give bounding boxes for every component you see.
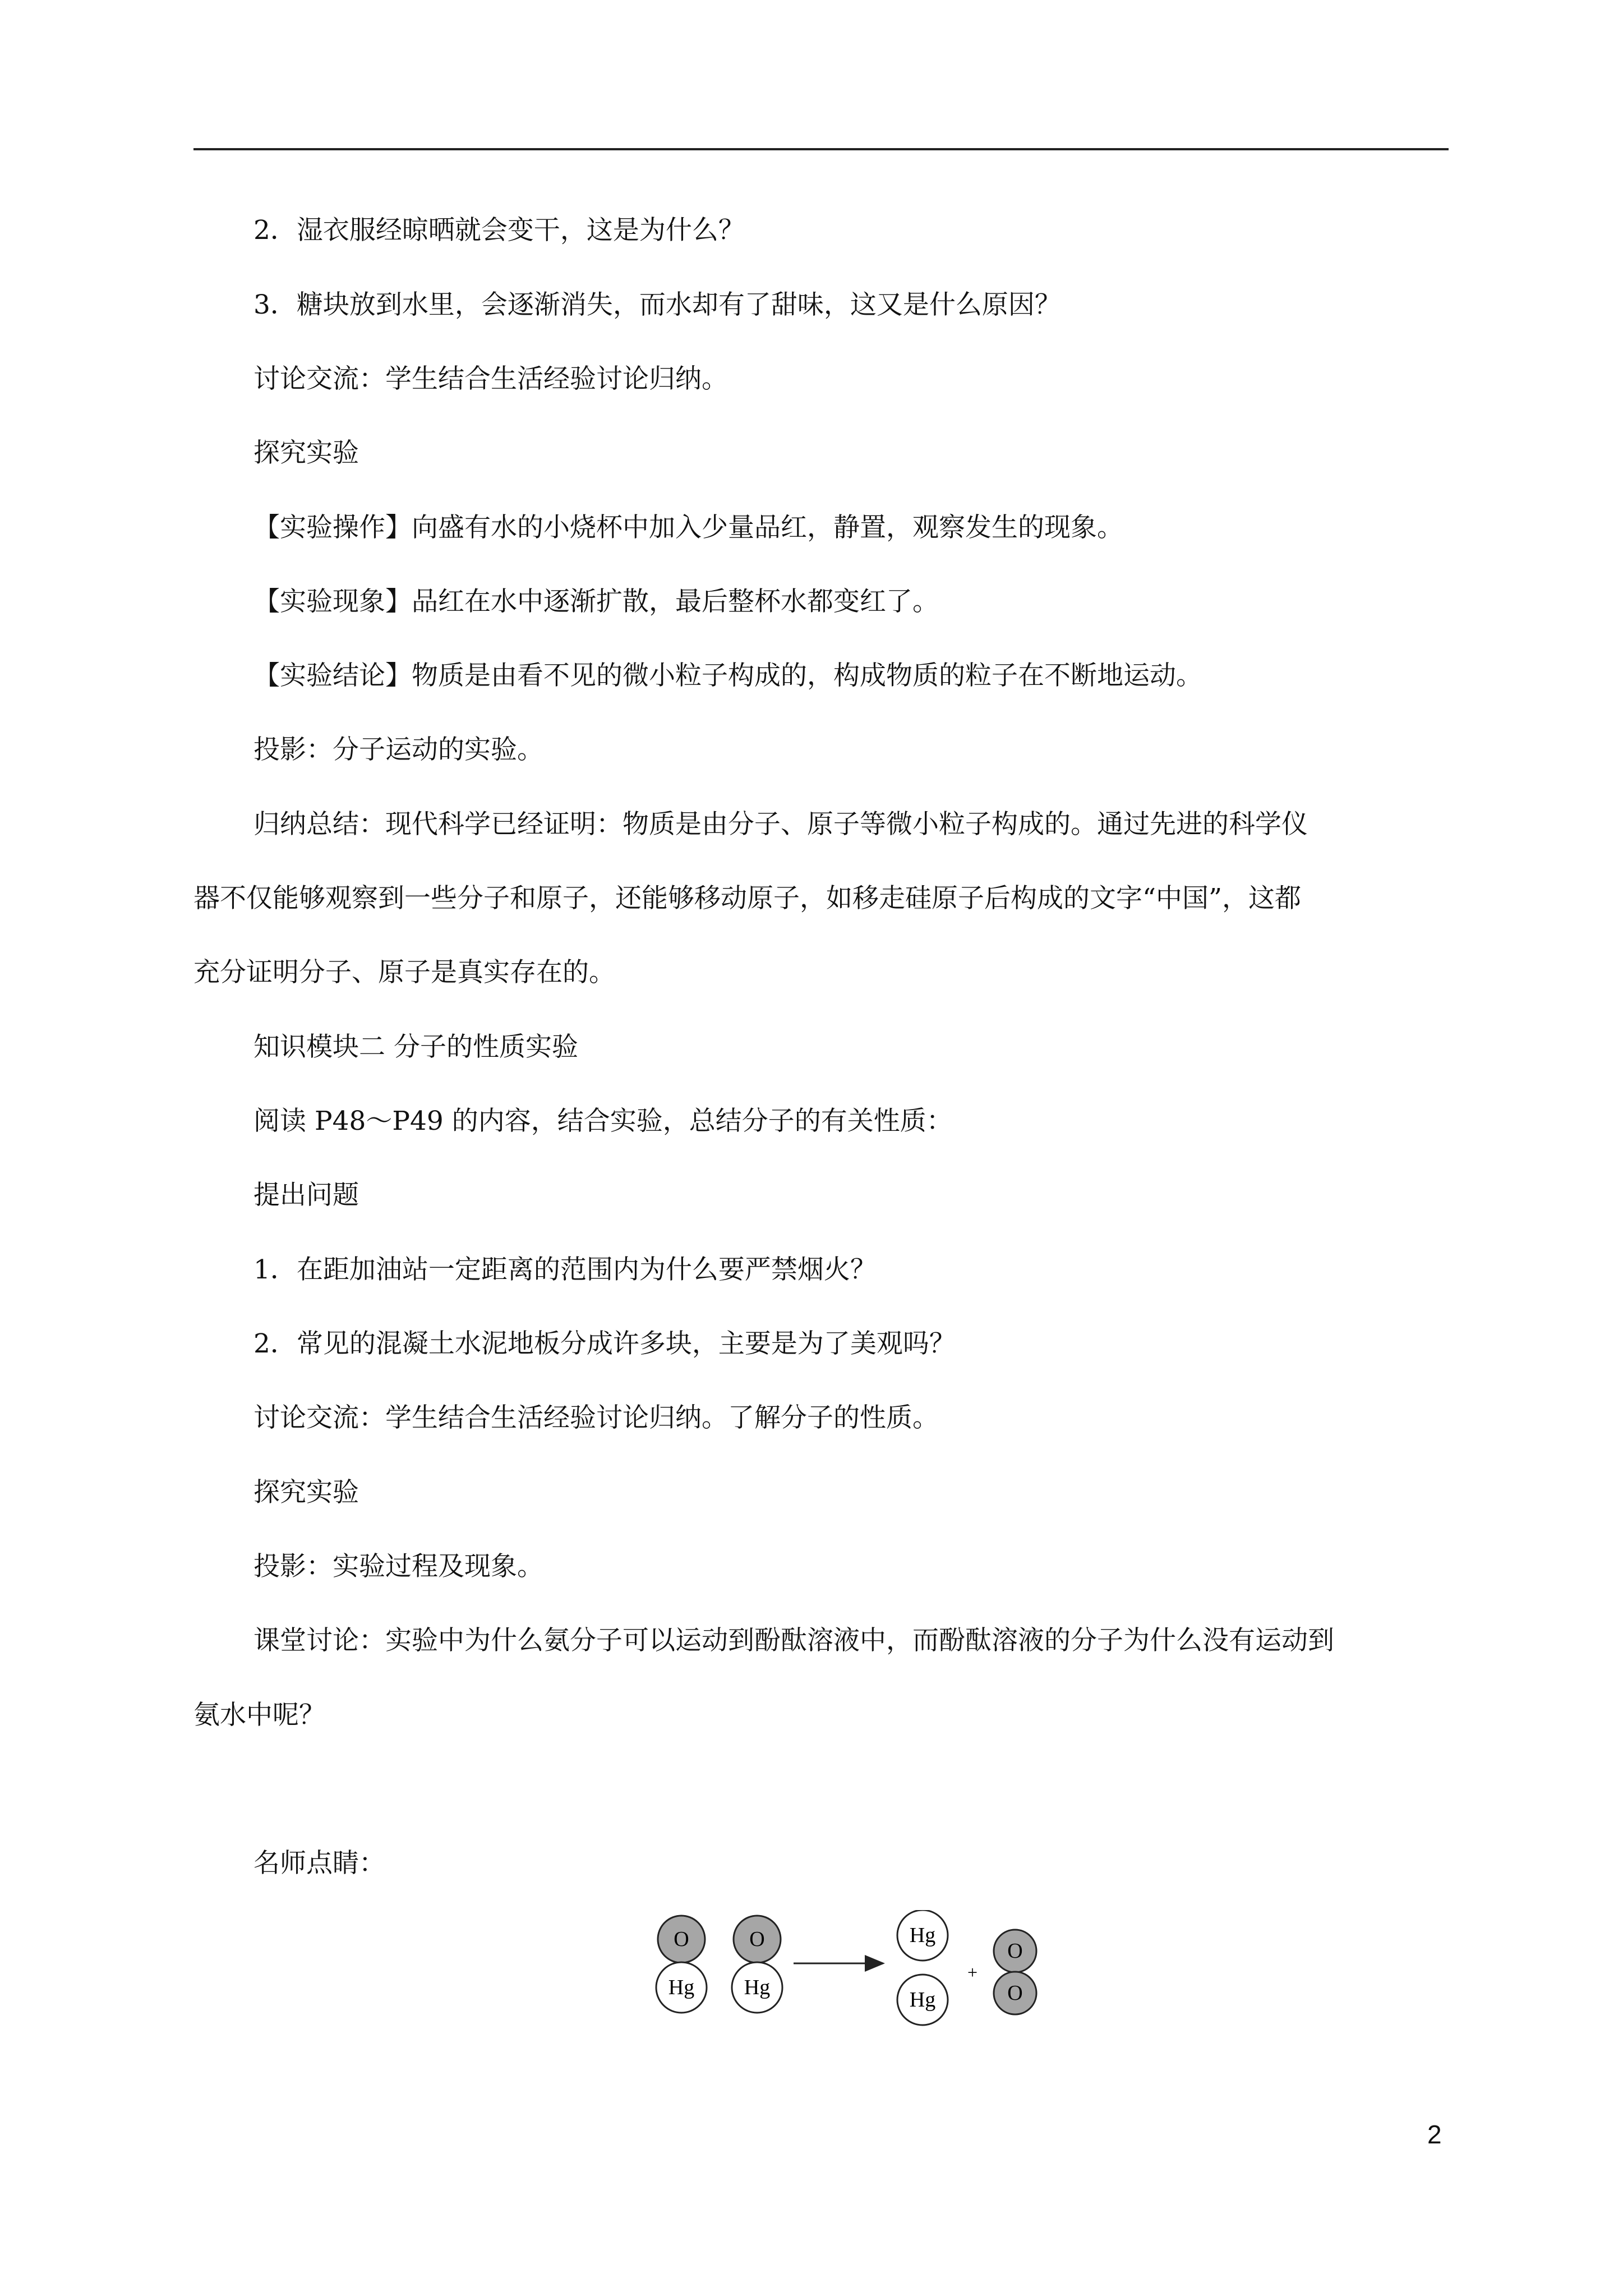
teacher-tip-heading: 名师点睛：	[253, 1848, 385, 1879]
summary-line-1: 归纳总结：现代科学已经证明：物质是由分子、原子等微小粒子构成的。通过先进的科学仪	[253, 809, 1308, 840]
experiment-phenomenon: 【实验现象】品红在水中逐渐扩散，最后整杯水都变红了。	[253, 586, 939, 617]
reading-instruction: 阅读 P48～P49 的内容，结合实验，总结分子的有关性质：	[253, 1106, 953, 1137]
module-question-1: 1．在距加油站一定距离的范围内为什么要严禁烟火？	[253, 1254, 877, 1285]
page-number: 2	[1427, 2120, 1442, 2149]
summary-line-3: 充分证明分子、原子是真实存在的。	[193, 957, 615, 988]
experiment-operation: 【实验操作】向盛有水的小烧杯中加入少量品红，静置，观察发生的现象。	[253, 512, 1123, 543]
mercury-label: Hg	[909, 1988, 936, 2012]
oxygen-label: O	[674, 1927, 689, 1951]
plus-sign: +	[967, 1962, 978, 1982]
module-2-heading: 知识模块二 分子的性质实验	[253, 1032, 578, 1062]
class-discussion-line-2: 氨水中呢？	[193, 1700, 325, 1731]
oxygen-label: O	[749, 1927, 765, 1951]
mercury-label: Hg	[909, 1924, 936, 1947]
mercury-oxide-decomposition-diagram	[651, 1910, 1054, 2045]
explore-heading-1: 探究实验	[253, 438, 359, 468]
discussion-2: 讨论交流：学生结合生活经验讨论归纳。了解分子的性质。	[253, 1402, 939, 1433]
module-question-2: 2．常见的混凝土水泥地板分成许多块，主要是为了美观吗？	[253, 1328, 956, 1359]
summary-line-2: 器不仅能够观察到一些分子和原子，还能够移动原子，如移走硅原子后构成的文字“中国”，这都	[193, 883, 1302, 914]
header-rule	[193, 148, 1449, 150]
projection-1: 投影：分子运动的实验。	[253, 734, 543, 765]
explore-heading-2: 探究实验	[253, 1477, 359, 1508]
class-discussion-line-1: 课堂讨论：实验中为什么氨分子可以运动到酚酞溶液中，而酚酞溶液的分子为什么没有运动到	[253, 1625, 1334, 1656]
projection-2: 投影：实验过程及现象。	[253, 1551, 543, 1582]
mercury-label: Hg	[668, 1976, 695, 1999]
experiment-conclusion: 【实验结论】物质是由看不见的微小粒子构成的，构成物质的粒子在不断地运动。	[253, 660, 1202, 691]
question-3: 3．糖块放到水里，会逐渐消失，而水却有了甜味，这又是什么原因？	[253, 289, 1061, 320]
oxygen-label: O	[1007, 1981, 1023, 2005]
question-2: 2．湿衣服经晾晒就会变干，这是为什么？	[253, 215, 745, 246]
mercury-label: Hg	[744, 1976, 771, 1999]
oxygen-label: O	[1007, 1939, 1023, 1963]
discussion-1: 讨论交流：学生结合生活经验讨论归纳。	[253, 364, 728, 394]
ask-heading: 提出问题	[253, 1180, 359, 1211]
